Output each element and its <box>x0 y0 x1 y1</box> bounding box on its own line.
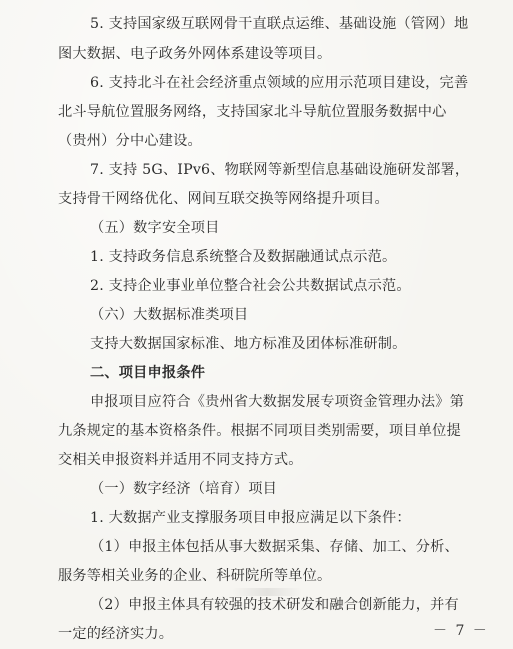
paragraph-line-5: （贵州）分中心建设。 <box>58 133 202 149</box>
paragraph-line-9: 1. 支持政务信息系统整合及数据融通试点示范。 <box>90 249 397 265</box>
paragraph-line-12: 支持大数据国家标准、地方标准及团体标准研制。 <box>90 336 407 352</box>
paragraph-line-22: 一定的经济实力。 <box>58 626 174 642</box>
scan-smudge <box>232 588 302 596</box>
section-heading-application-conditions: 二、项目申报条件 <box>90 365 206 381</box>
paragraph-line-1: 5. 支持国家级互联网骨干直联点运维、基础设施（管网）地 <box>90 16 469 32</box>
paragraph-line-4: 北斗导航位置服务网络，支持国家北斗导航位置服务数据中心 <box>58 104 447 120</box>
paragraph-line-2: 图大数据、电子政务外网体系建设等项目。 <box>58 46 332 62</box>
paragraph-line-21: （2）申报主体具有较强的技术研发和融合创新能力，并有 <box>90 597 459 613</box>
paragraph-line-19: （1）申报主体包括从事大数据采集、存储、加工、分析、 <box>90 539 459 555</box>
page-number: － 7 － <box>433 623 489 639</box>
paragraph-line-18: 1. 大数据产业支撑服务项目申报应满足以下条件： <box>90 510 411 526</box>
paragraph-line-14: 申报项目应符合《贵州省大数据发展专项资金管理办法》第 <box>90 394 465 410</box>
paragraph-line-15: 九条规定的基本资格条件。根据不同项目类别需要，项目单位提 <box>58 423 461 439</box>
section-heading-digital-security: （五）数字安全项目 <box>90 220 220 236</box>
paragraph-line-3: 6. 支持北斗在社会经济重点领域的应用示范项目建设，完善 <box>90 75 469 91</box>
paragraph-line-20: 服务等相关业务的企业、科研院所等单位。 <box>58 568 332 584</box>
paragraph-line-7: 支持骨干网络优化、网间互联交换等网络提升项目。 <box>58 191 389 207</box>
section-heading-digital-economy: （一）数字经济（培育）项目 <box>90 481 278 497</box>
section-heading-big-data-standards: （六）大数据标准类项目 <box>90 307 249 323</box>
paragraph-line-16: 交相关申报资料并适用不同支持方式。 <box>58 452 303 468</box>
paragraph-line-10: 2. 支持企业事业单位整合社会公共数据试点示范。 <box>90 278 411 294</box>
paragraph-line-6: 7. 支持 5G、IPv6、物联网等新型信息基础设施研发部署， <box>90 162 470 178</box>
